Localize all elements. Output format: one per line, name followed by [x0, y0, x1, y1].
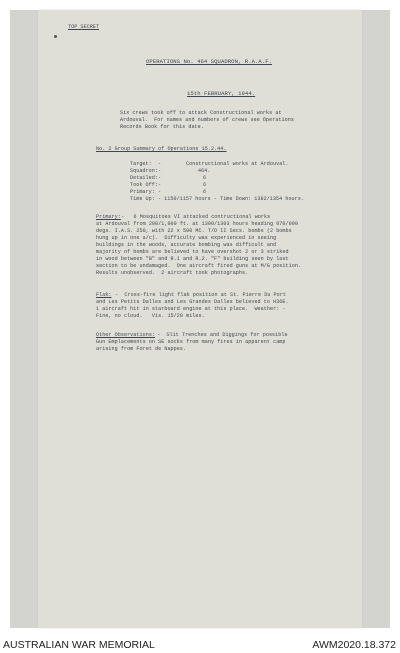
- summary-label: Primary: -: [130, 189, 162, 195]
- group-summary-title: No. 2 Group Summary of Operations 15.2.44.: [96, 146, 227, 152]
- classification-stamp: TOP SECRET: [68, 24, 100, 30]
- archive-footer: [0, 637, 400, 653]
- punch-hole: [54, 35, 57, 38]
- primary-line: section to be undamaged. One aircraft fired guns at M/G position.: [96, 263, 302, 269]
- intro-line: Six crews took off to attack Constructional works at: [120, 110, 282, 116]
- summary-value: Constructional works at Ardouval.: [186, 161, 289, 167]
- primary-label: Primary:: [96, 214, 121, 220]
- summary-label: Target: -: [130, 161, 162, 167]
- primary-line: in wood between "B" and R.1 and R.2. "F" building seen by last: [96, 256, 289, 262]
- document-heading: OPERATIONS No. 464 SQUADRON, R.A.A.F.: [146, 58, 273, 65]
- other-observations-line: Gun Emplacements on SE socks from many fires in apparent camp: [96, 339, 286, 345]
- reference-number: AWM2020.18.372: [312, 639, 396, 651]
- other-observations-line: - Slit Trenches and Diggings for possible: [154, 332, 288, 338]
- flak-label: Flak:: [96, 292, 112, 298]
- other-observations-line: arising from Foret de Nappes.: [96, 346, 187, 352]
- primary-line: Results unobserved. 2 aircraft took photographs.: [96, 270, 249, 276]
- intro-line: Ardouval. For names and numbers of crews see Operations: [120, 117, 294, 123]
- scan-background: [10, 10, 390, 628]
- primary-line: majority of bombs are believed to have overshot 2 or 3 striked: [96, 249, 289, 255]
- flak-line: 1 aircraft hit in starboard engine at this place. Weather: -: [96, 306, 286, 312]
- summary-value: 6: [203, 189, 207, 195]
- flak-line: - Cross-fire light flak position at St. Pierre Du Port: [112, 292, 286, 298]
- time-line: Time Up: - 1150/1157 hours - Time Down: 1382/1354 hours.: [130, 196, 304, 202]
- flak-line: Fine, no cloud. Vis. 15/20 miles.: [96, 313, 205, 319]
- primary-line: at Ardouval from 200/1,000 ft. at 1300/1303 hours heading 070/090: [96, 221, 298, 227]
- summary-value: 6: [203, 175, 207, 181]
- intro-line: Records Book for this date.: [120, 124, 204, 130]
- summary-value: 6: [203, 182, 207, 188]
- summary-value: 464.: [198, 168, 211, 174]
- primary-line: degs. I.A.S. 250, with 22 x 500 MC. T/D II Secs. bombs (2 bombs: [96, 228, 292, 234]
- summary-label: Took Off:-: [130, 182, 162, 188]
- institution-label: AUSTRALIAN WAR MEMORIAL: [3, 639, 155, 651]
- other-observations-label: Other Observations:: [96, 332, 156, 338]
- summary-label: Squadron:-: [130, 168, 162, 174]
- summary-label: Detailed:-: [130, 175, 162, 181]
- primary-line: hung up in one a/c). Difficulty was experienced in seeing: [96, 235, 277, 241]
- flak-line: and Les Petits Dalles and Les Grandes Dalles believed to H36E.: [96, 299, 289, 305]
- primary-line: buildings in the woods, accurate bombing was difficult and: [96, 242, 277, 248]
- document-date: 15th FEBRUARY, 1944.: [187, 90, 256, 97]
- primary-line: - 6 Mosquitoes VI attacked contructional works: [118, 214, 271, 220]
- document-page: [38, 10, 362, 628]
